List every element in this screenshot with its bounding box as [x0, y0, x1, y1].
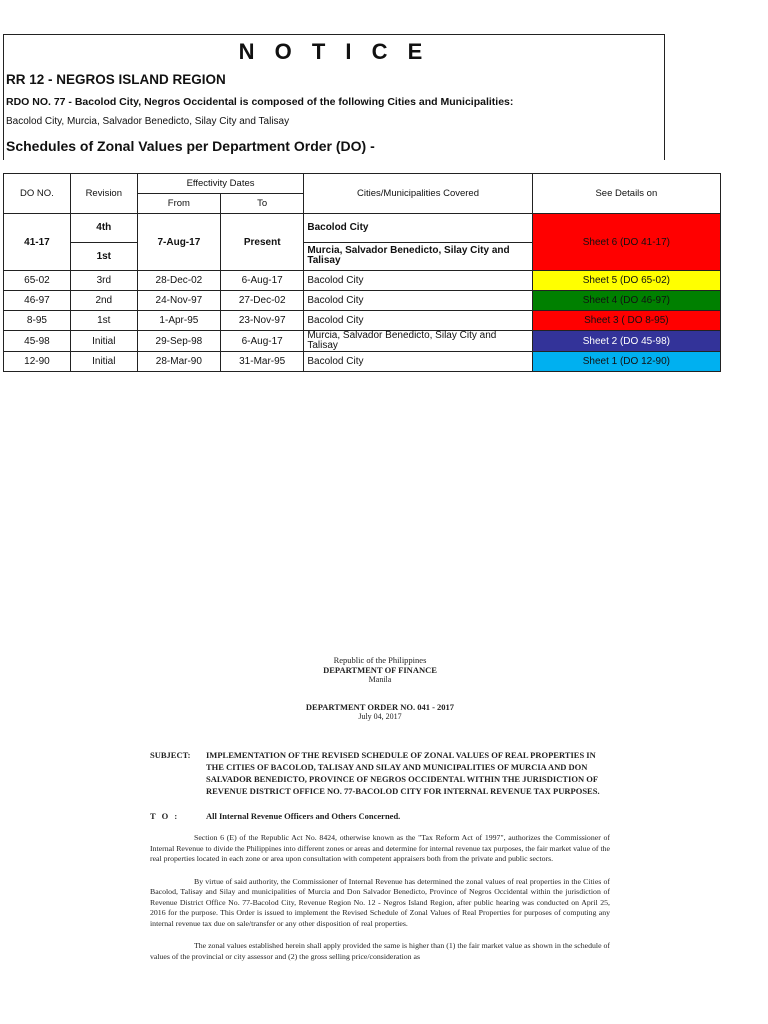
header-details: See Details on: [532, 174, 720, 214]
subject-label: SUBJECT:: [150, 750, 191, 760]
sheet-4-link[interactable]: Sheet 4 (DO 46-97): [532, 291, 720, 311]
cell-from: 1-Apr-95: [137, 311, 220, 331]
paragraph-2: By virtue of said authority, the Commissioner of Internal Revenue has determined the zonal values of real properties in the Cities of Bacolod, Talisay and Silay and municipalities of Murcia and Don Salvador Benedicto, Province of Negros Occidental within the jurisdiction of Revenue District Office No. 77-Bacolod City, Revenue Region No. 12 - Negros Island Region, after public hearing was conducted on April 25, 2016 for the purpose. This Order is issued to implement the Revised Schedule of Zonal Values of Real Properties for purposes of computing any internal revenue tax due on sale/transfer or any other disposition of real properties.: [150, 876, 610, 928]
cell-city: Bacolod City: [304, 311, 532, 331]
cell-do-no: 45-98: [4, 331, 71, 352]
sheet-2-link[interactable]: Sheet 2 (DO 45-98): [532, 331, 720, 352]
sheet-5-link[interactable]: Sheet 5 (DO 65-02): [532, 271, 720, 291]
notice-sheet: [3, 34, 665, 160]
cell-city: Murcia, Salvador Benedicto, Silay City and Talisay: [304, 242, 532, 271]
header-do-no: DO NO.: [4, 174, 71, 214]
cell-from: 28-Mar-90: [137, 352, 220, 372]
cell-from: 7-Aug-17: [137, 214, 220, 271]
to-block: [150, 811, 610, 821]
header-to: To: [221, 194, 304, 214]
paragraph-3: The zonal values established herein shall apply provided the same is higher than (1) the fair market value as shown in the schedule of values of the provincial or city assessor and (2) the gross selling price/consideration as: [150, 941, 610, 961]
cell-city: Bacolod City: [304, 291, 532, 311]
sheet-6-link[interactable]: Sheet 6 (DO 41-17): [532, 214, 720, 271]
cell-city: Bacolod City: [304, 214, 532, 243]
department-order-document: [150, 655, 610, 962]
cell-do-no: 46-97: [4, 291, 71, 311]
cities-list: Bacolod City, Murcia, Salvador Benedicto, Silay City and Talisay: [6, 116, 290, 127]
cell-revision: 2nd: [70, 291, 137, 311]
subject-block: [150, 749, 610, 797]
cell-from: 28-Dec-02: [137, 271, 220, 291]
cell-revision: 1st: [70, 311, 137, 331]
cell-to: 27-Dec-02: [221, 291, 304, 311]
sheet-1-link[interactable]: Sheet 1 (DO 12-90): [532, 352, 720, 372]
cell-to: 23-Nov-97: [221, 311, 304, 331]
header-cities: Cities/Municipalities Covered: [304, 174, 532, 214]
order-number: DEPARTMENT ORDER NO. 041 - 2017: [305, 702, 455, 712]
rdo-description: RDO NO. 77 - Bacolod City, Negros Occidental is composed of the following Cities and Municipalities:: [6, 96, 514, 108]
table-row: [4, 214, 721, 243]
to-text: All Internal Revenue Officers and Others Concerned.: [206, 811, 401, 821]
zonal-values-table: [3, 173, 721, 372]
cell-to: Present: [221, 214, 304, 271]
table-row: [4, 271, 721, 291]
cell-to: 6-Aug-17: [221, 271, 304, 291]
cell-city: Bacolod City: [304, 271, 532, 291]
table-row: [4, 311, 721, 331]
to-label: T O :: [150, 811, 180, 821]
cell-to: 6-Aug-17: [221, 331, 304, 352]
cell-revision: 3rd: [70, 271, 137, 291]
cell-revision: 4th: [70, 214, 137, 243]
cell-from: 29-Sep-98: [137, 331, 220, 352]
order-date: July 04, 2017: [358, 712, 402, 721]
cell-do-no: 8-95: [4, 311, 71, 331]
table-row: [4, 291, 721, 311]
department-line: DEPARTMENT OF FINANCE: [323, 665, 437, 675]
cell-revision: Initial: [70, 331, 137, 352]
cell-do-no: 12-90: [4, 352, 71, 372]
cell-revision: 1st: [70, 242, 137, 271]
header-effectivity: Effectivity Dates: [137, 174, 304, 194]
header-revision: Revision: [70, 174, 137, 214]
city-line: Manila: [368, 675, 392, 684]
table-header-row: [4, 174, 721, 194]
schedules-heading: Schedules of Zonal Values per Department Order (DO) -: [6, 138, 375, 154]
table-row: [4, 331, 721, 352]
cell-from: 24-Nov-97: [137, 291, 220, 311]
cell-do-no: 41-17: [4, 214, 71, 271]
sheet-3-link[interactable]: Sheet 3 ( DO 8-95): [532, 311, 720, 331]
subject-text: IMPLEMENTATION OF THE REVISED SCHEDULE OF ZONAL VALUES OF REAL PROPERTIES IN THE CITIES OF BACOLOD, TALISAY AND SILAY AND MUNICIPALITIES OF MURCIA AND DON SALVADOR BENEDICTO, PROVINCE OF NEGROS OCCIDENTAL WITHIN THE JURISDICTION OF REVENUE DISTRICT OFFICE NO. 77-BACOLOD CITY FOR INTERNAL REVENUE TAX PURPOSES.: [206, 750, 600, 796]
cell-to: 31-Mar-95: [221, 352, 304, 372]
cell-do-no: 65-02: [4, 271, 71, 291]
region-heading: RR 12 - NEGROS ISLAND REGION: [6, 72, 226, 87]
cell-city: Bacolod City: [304, 352, 532, 372]
table-row: [4, 352, 721, 372]
republic-line: Republic of the Philippines: [333, 655, 427, 665]
cell-city: Murcia, Salvador Benedicto, Silay City and Talisay: [304, 331, 532, 352]
paragraph-1: Section 6 (E) of the Republic Act No. 8424, otherwise known as the "Tax Reform Act of 1997", authorizes the Commissioner of Internal Revenue to divide the Philippines into different zones or areas and determine for internal revenue tax purposes, the fair market value of the real properties located in each zone or area upon consultation with competent appraisers both from the private and public sectors.: [150, 833, 610, 863]
notice-title: N O T I C E: [238, 39, 430, 64]
header-from: From: [137, 194, 220, 214]
cell-revision: Initial: [70, 352, 137, 372]
